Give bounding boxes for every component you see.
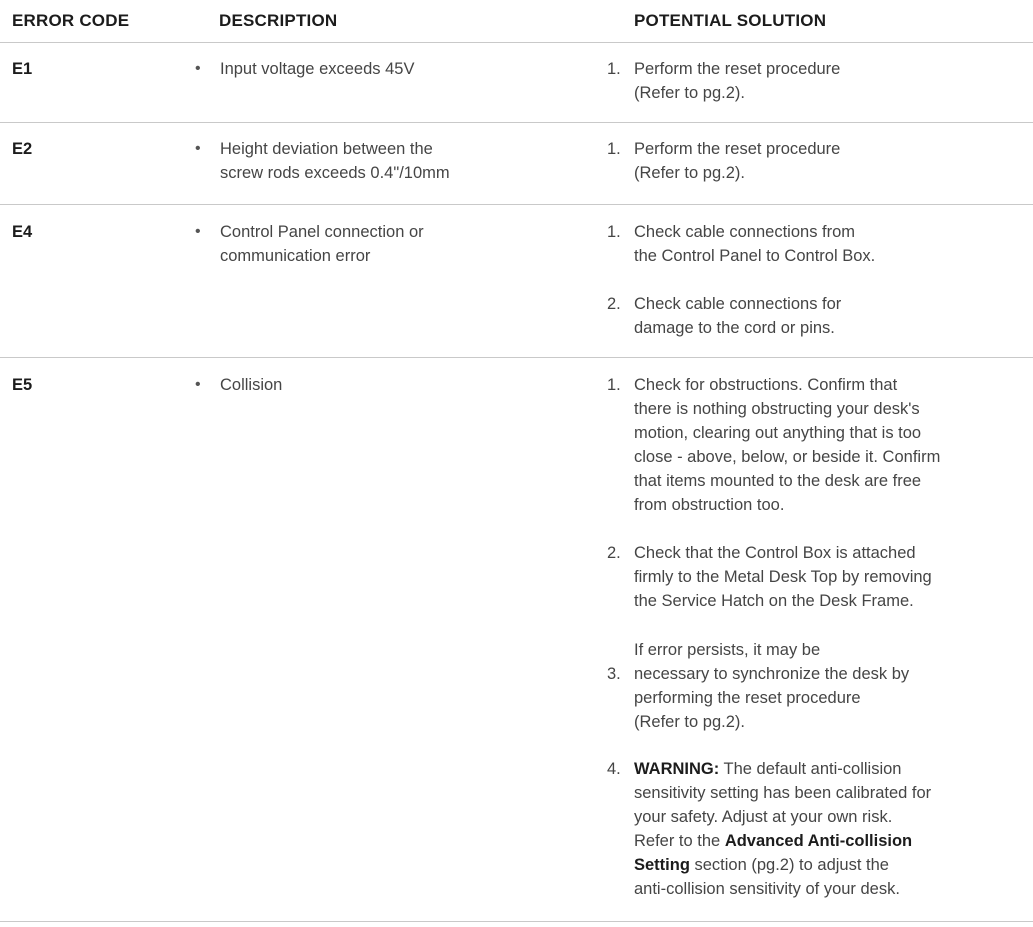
solution-number: 4. bbox=[607, 760, 621, 778]
error-code-e5: E5 bbox=[12, 376, 33, 394]
advanced-setting-reference: Advanced Anti-collision bbox=[724, 832, 913, 850]
row-divider bbox=[0, 122, 1033, 123]
header-divider bbox=[0, 42, 1033, 43]
header-potential-solution: POTENTIAL SOLUTION bbox=[634, 11, 827, 30]
bullet-icon: • bbox=[195, 60, 201, 77]
solution-e1-1: Perform the reset procedure (Refer to pg.2). bbox=[634, 60, 841, 102]
error-code-e2: E2 bbox=[12, 140, 33, 158]
solution-number: 1. bbox=[607, 140, 621, 158]
solution-number: 1. bbox=[607, 60, 621, 78]
description-e5: Collision bbox=[220, 376, 283, 394]
solution-number: 2. bbox=[607, 295, 621, 313]
warning-label: WARNING: bbox=[634, 760, 720, 778]
error-code-e4: E4 bbox=[12, 223, 33, 241]
solution-e5-1: Check for obstructions. Confirm that there is nothing obstructing your desk's motion, clearing out anything that is too close - above, below, or beside it. Confirm that items mounted to the desk are free from obstruction too. bbox=[634, 376, 941, 514]
solution-e4-2: Check cable connections for damage to the cord or pins. bbox=[634, 295, 842, 337]
description-e1: Input voltage exceeds 45V bbox=[220, 60, 415, 78]
solution-number: 1. bbox=[607, 376, 621, 394]
bullet-icon: • bbox=[195, 223, 201, 240]
row-divider bbox=[0, 921, 1033, 922]
solution-e2-1: Perform the reset procedure (Refer to pg.2). bbox=[634, 140, 841, 182]
description-e4: Control Panel connection or communication error bbox=[220, 223, 424, 265]
description-e2: Height deviation between the screw rods exceeds 0.4"/10mm bbox=[220, 140, 450, 182]
header-description: DESCRIPTION bbox=[219, 11, 338, 30]
solution-e4-1: Check cable connections from the Control Panel to Control Box. bbox=[634, 223, 876, 265]
solution-e5-4-warning: WARNING: The default anti-collision sensitivity setting has been calibrated for your safety. Adjust at your own risk. Refer to the Advanced Anti-collision Setting section (pg.2) to adjust the anti-collision sensitivity of your desk. bbox=[634, 760, 932, 898]
header-error-code: ERROR CODE bbox=[12, 11, 130, 30]
solution-e5-3: If error persists, it may be necessary to synchronize the desk by performing the reset procedure (Refer to pg.2). bbox=[634, 641, 910, 731]
bullet-icon: • bbox=[195, 376, 201, 393]
solution-number: 2. bbox=[607, 544, 621, 562]
bullet-icon: • bbox=[195, 140, 201, 157]
row-divider bbox=[0, 357, 1033, 358]
solution-number: 3. bbox=[607, 665, 621, 683]
solution-e5-2: Check that the Control Box is attached firmly to the Metal Desk Top by removing the Service Hatch on the Desk Frame. bbox=[634, 544, 932, 610]
row-divider bbox=[0, 204, 1033, 205]
error-code-e1: E1 bbox=[12, 60, 33, 78]
solution-number: 1. bbox=[607, 223, 621, 241]
